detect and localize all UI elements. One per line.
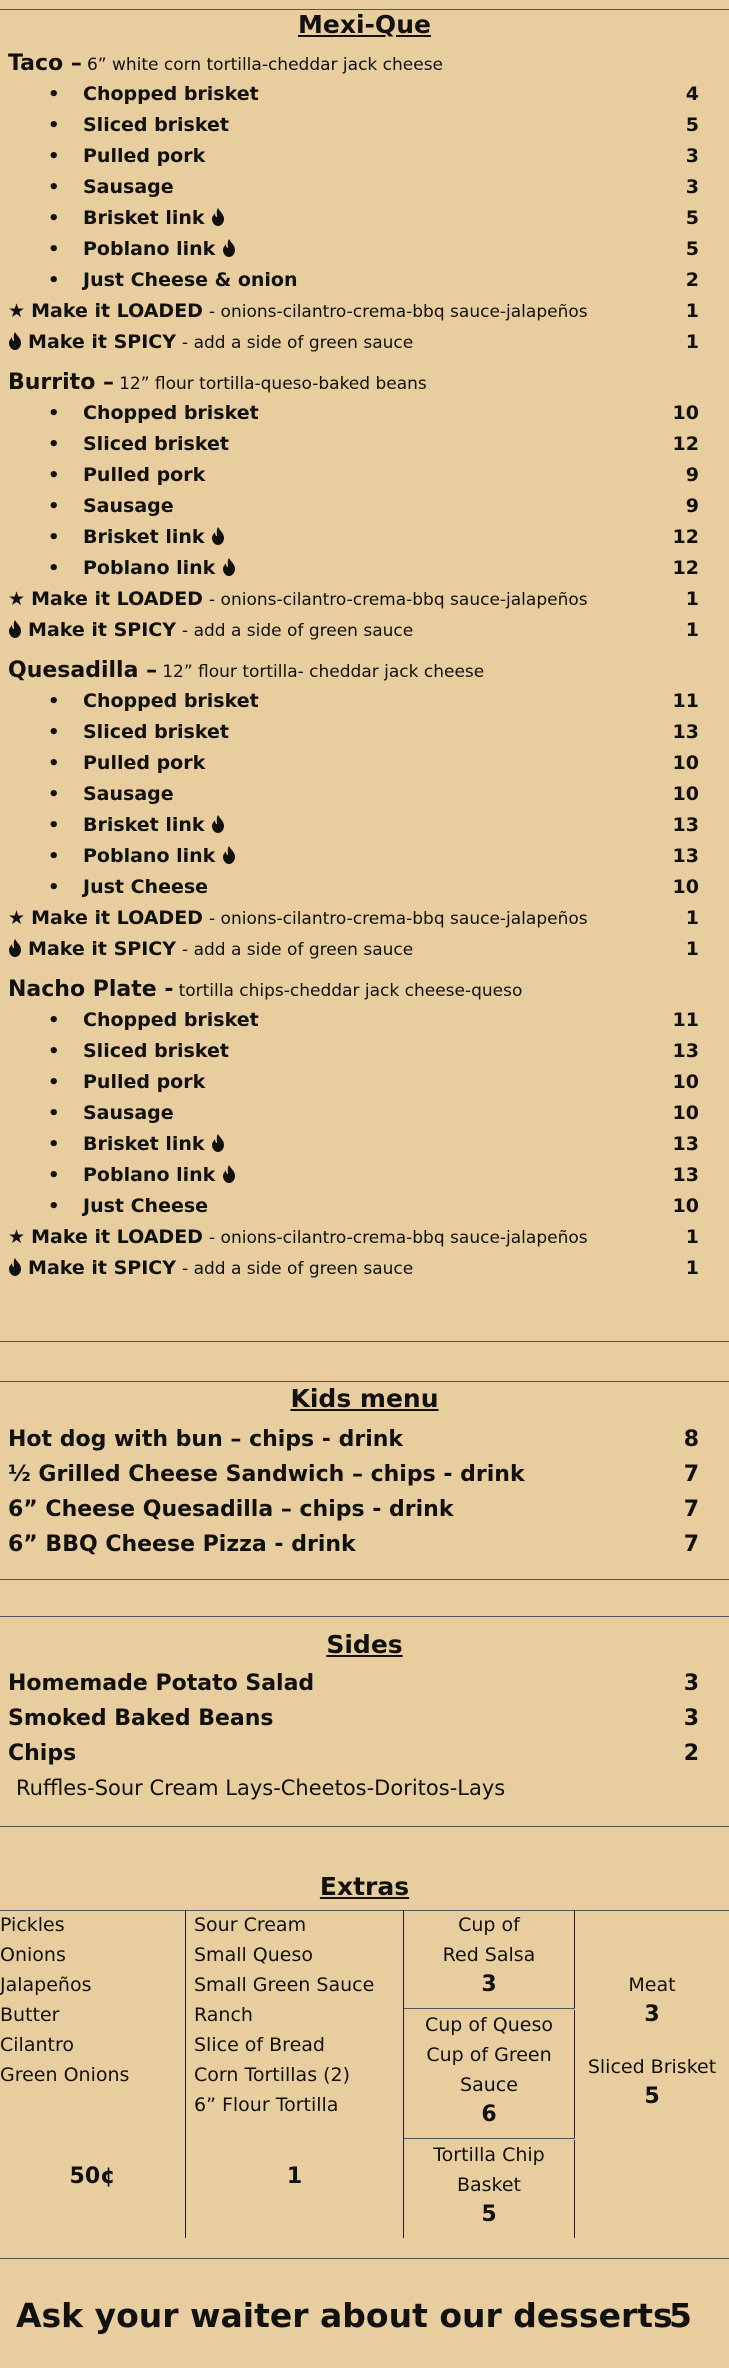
menu-item-label: Sausage <box>83 783 174 805</box>
queso-green-sauce-price: 6 <box>481 2102 497 2127</box>
divider <box>0 1381 729 1382</box>
menu-item-name <box>83 429 229 460</box>
menu-item-name <box>83 1005 259 1036</box>
extra-item: Tortilla Chip <box>433 2144 545 2166</box>
make-it-loaded-option <box>0 584 729 615</box>
extra-item: Slice of Bread <box>194 2034 325 2056</box>
make-it-loaded-option <box>0 296 729 327</box>
make-it-loaded-description: - onions-cilantro-crema-bbq sauce-jalapeños <box>209 302 588 322</box>
kids-item-price: 7 <box>683 1497 699 1522</box>
menu-item-name <box>83 872 208 903</box>
kids-menu-item <box>0 1492 729 1527</box>
menu-item-label: Chopped brisket <box>83 1009 259 1031</box>
menu-item <box>0 79 729 110</box>
menu-item <box>0 841 729 872</box>
menu-item-price: 13 <box>672 1133 699 1155</box>
chip-basket-label <box>404 2140 574 2200</box>
extras-col-small <box>0 1910 186 2238</box>
menu-item <box>0 779 729 810</box>
menu-item <box>0 141 729 172</box>
menu-item-price: 9 <box>685 464 699 486</box>
bullet: • <box>48 496 60 517</box>
menu-item-name <box>83 1191 208 1222</box>
menu-item-label: Poblano link <box>83 1164 216 1186</box>
menu-item-name <box>83 1160 236 1191</box>
flame-icon <box>222 846 236 864</box>
bullet: • <box>48 558 60 579</box>
category-header <box>0 368 729 398</box>
extra-item: Red Salsa <box>442 1944 536 1966</box>
menu-item-price: 5 <box>685 238 699 260</box>
menu-item-price: 3 <box>685 145 699 167</box>
flame-icon <box>8 332 22 350</box>
make-it-spicy-option <box>0 615 729 646</box>
menu-item-name <box>83 779 174 810</box>
menu-item <box>0 522 729 553</box>
make-it-loaded-label: Make it LOADED <box>31 907 203 929</box>
menu-item-label: Sliced brisket <box>83 433 229 455</box>
divider <box>0 1826 729 1827</box>
menu-item-label: Just Cheese <box>83 1195 209 1217</box>
menu-item <box>0 1098 729 1129</box>
menu-item-label: Sliced brisket <box>83 1040 229 1062</box>
chip-basket-price: 5 <box>481 2202 497 2227</box>
divider <box>0 1341 729 1342</box>
flame-icon <box>211 208 225 226</box>
kids-item-name: 6” BBQ Cheese Pizza - drink <box>8 1532 356 1557</box>
bullet: • <box>48 815 60 836</box>
category-name: Nacho Plate - <box>8 977 174 1002</box>
menu-item-name <box>83 841 236 872</box>
bullet: • <box>48 784 60 805</box>
kids-menu-item <box>0 1527 729 1562</box>
flame-icon <box>222 558 236 576</box>
make-it-loaded-label: Make it LOADED <box>31 1226 203 1248</box>
menu-item <box>0 265 729 296</box>
menu-item <box>0 686 729 717</box>
bullet: • <box>48 434 60 455</box>
extra-item: Cup of Queso <box>425 2014 553 2036</box>
make-it-loaded-price: 1 <box>685 588 699 610</box>
category-description: 6” white corn tortilla-cheddar jack cheese <box>86 55 444 75</box>
bullet: • <box>48 1103 60 1124</box>
menu-item-name <box>83 234 236 265</box>
menu-item-price: 5 <box>685 114 699 136</box>
small-extras-price: 50¢ <box>69 2164 116 2189</box>
flame-icon <box>8 620 22 638</box>
menu-item-price: 12 <box>672 526 699 548</box>
bullet: • <box>48 146 60 167</box>
menu-item <box>0 398 729 429</box>
make-it-spicy-label: Make it SPICY <box>28 1257 176 1279</box>
extra-item: Basket <box>456 2174 522 2196</box>
menu-item-name <box>83 398 259 429</box>
bullet: • <box>48 527 60 548</box>
star-icon: ★ <box>8 907 26 929</box>
make-it-loaded-label: Make it LOADED <box>31 300 203 322</box>
chip-varieties: Ruffles-Sour Cream Lays-Cheetos-Doritos-Lays <box>16 1776 506 1800</box>
menu-item <box>0 491 729 522</box>
bullet: • <box>48 208 60 229</box>
flame-icon <box>222 239 236 257</box>
make-it-loaded-description: - onions-cilantro-crema-bbq sauce-jalapeños <box>209 590 588 610</box>
menu-item-name <box>83 203 225 234</box>
extra-item: Corn Tortillas (2) <box>194 2064 351 2086</box>
extra-item: Ranch <box>194 2004 253 2026</box>
bullet: • <box>48 177 60 198</box>
extra-item: Pickles <box>0 1914 65 1936</box>
bullet: • <box>48 1165 60 1186</box>
category-name: Quesadilla – <box>8 658 158 683</box>
menu-item-label: Pulled pork <box>83 464 206 486</box>
bullet: • <box>48 1134 60 1155</box>
menu-item-name <box>83 1036 229 1067</box>
menu-item-name <box>83 717 229 748</box>
menu-item-label: Brisket link <box>83 526 205 548</box>
menu-item <box>0 429 729 460</box>
menu-item <box>0 1036 729 1067</box>
menu-item-label: Just Cheese <box>83 876 209 898</box>
make-it-spicy-price: 1 <box>685 938 699 960</box>
menu-item <box>0 234 729 265</box>
kids-item-price: 7 <box>683 1462 699 1487</box>
extras-table <box>0 1910 729 2238</box>
make-it-spicy-description: - add a side of green sauce <box>182 333 414 353</box>
bullet: • <box>48 722 60 743</box>
flame-icon <box>8 939 22 957</box>
extra-item: Sauce <box>460 2074 518 2096</box>
menu-item-label: Brisket link <box>83 207 205 229</box>
menu-item-price: 9 <box>685 495 699 517</box>
menu-item-price: 13 <box>672 814 699 836</box>
make-it-loaded-price: 1 <box>685 1226 699 1248</box>
desserts-note: Ask your waiter about our desserts <box>16 2296 673 2335</box>
menu-item <box>0 1067 729 1098</box>
category-header <box>0 49 729 79</box>
mexi-que-section <box>0 49 729 1284</box>
menu-item-price: 2 <box>685 269 699 291</box>
menu-item-name <box>83 79 259 110</box>
menu-item-label: Sliced brisket <box>83 721 229 743</box>
bullet: • <box>48 84 60 105</box>
make-it-loaded-price: 1 <box>685 300 699 322</box>
menu-item-label: Sausage <box>83 176 174 198</box>
queso-green-sauce-label <box>404 2010 574 2100</box>
mexi-que-title: Mexi-Que <box>298 10 431 39</box>
cell-divider <box>404 2008 575 2009</box>
kids-item-name: ½ Grilled Cheese Sandwich – chips - drink <box>8 1462 525 1487</box>
menu-item-name <box>83 1067 205 1098</box>
star-icon: ★ <box>8 1226 26 1248</box>
one-dollar-extras-list <box>186 1910 403 2120</box>
make-it-loaded-description: - onions-cilantro-crema-bbq sauce-jalapeños <box>209 909 588 929</box>
menu-item <box>0 203 729 234</box>
menu-item-name <box>83 491 174 522</box>
menu-item-label: Chopped brisket <box>83 402 259 424</box>
star-icon: ★ <box>8 300 26 322</box>
menu-item-name <box>83 141 205 172</box>
red-salsa-label <box>404 1910 574 1970</box>
flame-icon <box>222 1165 236 1183</box>
queso-green-sauce-cell <box>404 2010 575 2138</box>
make-it-spicy-price: 1 <box>685 1257 699 1279</box>
menu-item-price: 10 <box>672 1195 699 1217</box>
meat-cell <box>575 1910 729 2238</box>
side-item-name: Smoked Baked Beans <box>8 1706 274 1731</box>
menu-item-label: Pulled pork <box>83 752 206 774</box>
category-description: 12” flour tortilla-queso-baked beans <box>119 374 427 394</box>
menu-item-price: 13 <box>672 721 699 743</box>
menu-item-name <box>83 1098 174 1129</box>
menu-item-label: Pulled pork <box>83 1071 206 1093</box>
menu-item-price: 13 <box>672 1040 699 1062</box>
divider <box>0 1616 729 1617</box>
bullet: • <box>48 691 60 712</box>
kids-menu-item <box>0 1457 729 1492</box>
bullet: • <box>48 1041 60 1062</box>
extra-item: Cilantro <box>0 2034 74 2056</box>
kids-item-name: Hot dog with bun – chips - drink <box>8 1427 404 1452</box>
menu-item <box>0 717 729 748</box>
side-item-price: 2 <box>683 1741 699 1766</box>
make-it-loaded-description: - onions-cilantro-crema-bbq sauce-jalapeños <box>209 1228 588 1248</box>
extra-item: 6” Flour Tortilla <box>194 2094 339 2116</box>
sliced-brisket-label: Sliced Brisket <box>587 2056 717 2078</box>
menu-item <box>0 1129 729 1160</box>
make-it-spicy-price: 1 <box>685 619 699 641</box>
extra-item: Cup of Green <box>426 2044 552 2066</box>
make-it-spicy-description: - add a side of green sauce <box>182 940 414 960</box>
menu-item-price: 10 <box>672 402 699 424</box>
menu-item-label: Poblano link <box>83 238 216 260</box>
menu-item <box>0 110 729 141</box>
make-it-spicy-option <box>0 327 729 358</box>
side-item-name: Homemade Potato Salad <box>8 1671 315 1696</box>
side-item <box>0 1666 729 1701</box>
bullet: • <box>48 115 60 136</box>
extra-item: Jalapeños <box>0 1974 92 1996</box>
sliced-brisket-price: 5 <box>644 2084 660 2109</box>
make-it-spicy-label: Make it SPICY <box>28 619 176 641</box>
extras-col-one-dollar <box>186 1910 404 2238</box>
one-dollar-extras-price: 1 <box>286 2164 303 2189</box>
make-it-spicy-option <box>0 1253 729 1284</box>
menu-item-label: Chopped brisket <box>83 83 259 105</box>
menu-item <box>0 172 729 203</box>
make-it-loaded-option <box>0 1222 729 1253</box>
menu-item-name <box>83 110 229 141</box>
category-header <box>0 975 729 1005</box>
side-item-price: 3 <box>683 1706 699 1731</box>
kids-item-name: 6” Cheese Quesadilla – chips - drink <box>8 1497 454 1522</box>
kids-item-price: 7 <box>683 1532 699 1557</box>
menu-item-name <box>83 522 225 553</box>
menu-item-price: 3 <box>685 176 699 198</box>
category-name: Burrito – <box>8 370 114 395</box>
menu-item-label: Poblano link <box>83 557 216 579</box>
meat-label: Meat <box>628 1974 676 1996</box>
menu-item-price: 4 <box>685 83 699 105</box>
menu-item-label: Just Cheese & onion <box>83 269 298 291</box>
menu-item-price: 10 <box>672 1102 699 1124</box>
menu-item-label: Chopped brisket <box>83 690 259 712</box>
menu-item-label: Sausage <box>83 495 174 517</box>
menu-item-price: 10 <box>672 1071 699 1093</box>
red-salsa-price: 3 <box>481 1972 497 1997</box>
bullet: • <box>48 1010 60 1031</box>
flame-icon <box>211 527 225 545</box>
chip-basket-cell <box>404 2140 575 2238</box>
kids-menu-item <box>0 1422 729 1457</box>
kids-item-price: 8 <box>683 1427 699 1452</box>
extra-item: Green Onions <box>0 2064 130 2086</box>
menu-item-price: 13 <box>672 1164 699 1186</box>
category-name: Taco – <box>8 51 82 76</box>
make-it-spicy-option <box>0 934 729 965</box>
menu-item-label: Brisket link <box>83 814 205 836</box>
extra-item: Cup of <box>458 1914 520 1936</box>
sides-title: Sides <box>326 1630 403 1659</box>
menu-item-price: 10 <box>672 876 699 898</box>
menu-item-label: Poblano link <box>83 845 216 867</box>
menu-item <box>0 748 729 779</box>
menu-item-name <box>83 748 205 779</box>
menu-item-price: 10 <box>672 752 699 774</box>
menu-item-price: 12 <box>672 433 699 455</box>
menu-item-name <box>83 1129 225 1160</box>
side-item-name: Chips <box>8 1741 77 1766</box>
category-description: 12” flour tortilla- cheddar jack cheese <box>162 662 485 682</box>
small-extras-list <box>0 1910 185 2090</box>
extra-item: Onions <box>0 1944 66 1966</box>
side-item <box>0 1736 729 1771</box>
kids-menu-section <box>0 1422 729 1562</box>
menu-item-label: Brisket link <box>83 1133 205 1155</box>
menu-item <box>0 460 729 491</box>
bullet: • <box>48 270 60 291</box>
bullet: • <box>48 846 60 867</box>
menu-item-name <box>83 172 174 203</box>
kids-menu-title: Kids menu <box>290 1384 439 1413</box>
cell-divider <box>404 2138 575 2139</box>
side-item-price: 3 <box>683 1671 699 1696</box>
make-it-spicy-description: - add a side of green sauce <box>182 621 414 641</box>
menu-item-name <box>83 553 236 584</box>
menu-item-price: 11 <box>672 1009 699 1031</box>
extra-item: Small Green Sauce <box>194 1974 375 1996</box>
divider <box>0 2258 729 2259</box>
menu-item-label: Sausage <box>83 1102 174 1124</box>
menu-item <box>0 1191 729 1222</box>
bullet: • <box>48 465 60 486</box>
red-salsa-cell <box>404 1910 575 2008</box>
side-item <box>0 1701 729 1736</box>
bullet: • <box>48 403 60 424</box>
category-header <box>0 656 729 686</box>
menu-item-name <box>83 810 225 841</box>
bullet: • <box>48 753 60 774</box>
menu-item-name <box>83 265 298 296</box>
category-description: tortilla chips-cheddar jack cheese-queso <box>178 981 523 1001</box>
menu-item-price: 10 <box>672 783 699 805</box>
extra-item: Butter <box>0 2004 60 2026</box>
bullet: • <box>48 239 60 260</box>
make-it-loaded-price: 1 <box>685 907 699 929</box>
desserts-price: 5 <box>669 2296 692 2335</box>
menu-item-name <box>83 686 259 717</box>
sides-section <box>0 1666 729 1806</box>
meat-price: 3 <box>644 2002 660 2027</box>
menu-item <box>0 810 729 841</box>
menu-item <box>0 872 729 903</box>
extra-item: Small Queso <box>194 1944 314 1966</box>
make-it-loaded-option <box>0 903 729 934</box>
flame-icon <box>211 1134 225 1152</box>
make-it-spicy-label: Make it SPICY <box>28 938 176 960</box>
menu-item <box>0 553 729 584</box>
menu-item-name <box>83 460 205 491</box>
menu-item-price: 12 <box>672 557 699 579</box>
flame-icon <box>8 1258 22 1276</box>
menu-item-price: 5 <box>685 207 699 229</box>
menu-item-label: Sliced brisket <box>83 114 229 136</box>
extras-title: Extras <box>319 1872 410 1901</box>
make-it-spicy-description: - add a side of green sauce <box>182 1259 414 1279</box>
menu-item-price: 13 <box>672 845 699 867</box>
bullet: • <box>48 1196 60 1217</box>
menu-item-price: 11 <box>672 690 699 712</box>
star-icon: ★ <box>8 588 26 610</box>
make-it-spicy-label: Make it SPICY <box>28 331 176 353</box>
bullet: • <box>48 1072 60 1093</box>
flame-icon <box>211 815 225 833</box>
divider <box>0 1579 729 1580</box>
menu-item <box>0 1005 729 1036</box>
menu-item <box>0 1160 729 1191</box>
bullet: • <box>48 877 60 898</box>
extra-item: Sour Cream <box>194 1914 307 1936</box>
make-it-loaded-label: Make it LOADED <box>31 588 203 610</box>
menu-item-label: Pulled pork <box>83 145 206 167</box>
make-it-spicy-price: 1 <box>685 331 699 353</box>
